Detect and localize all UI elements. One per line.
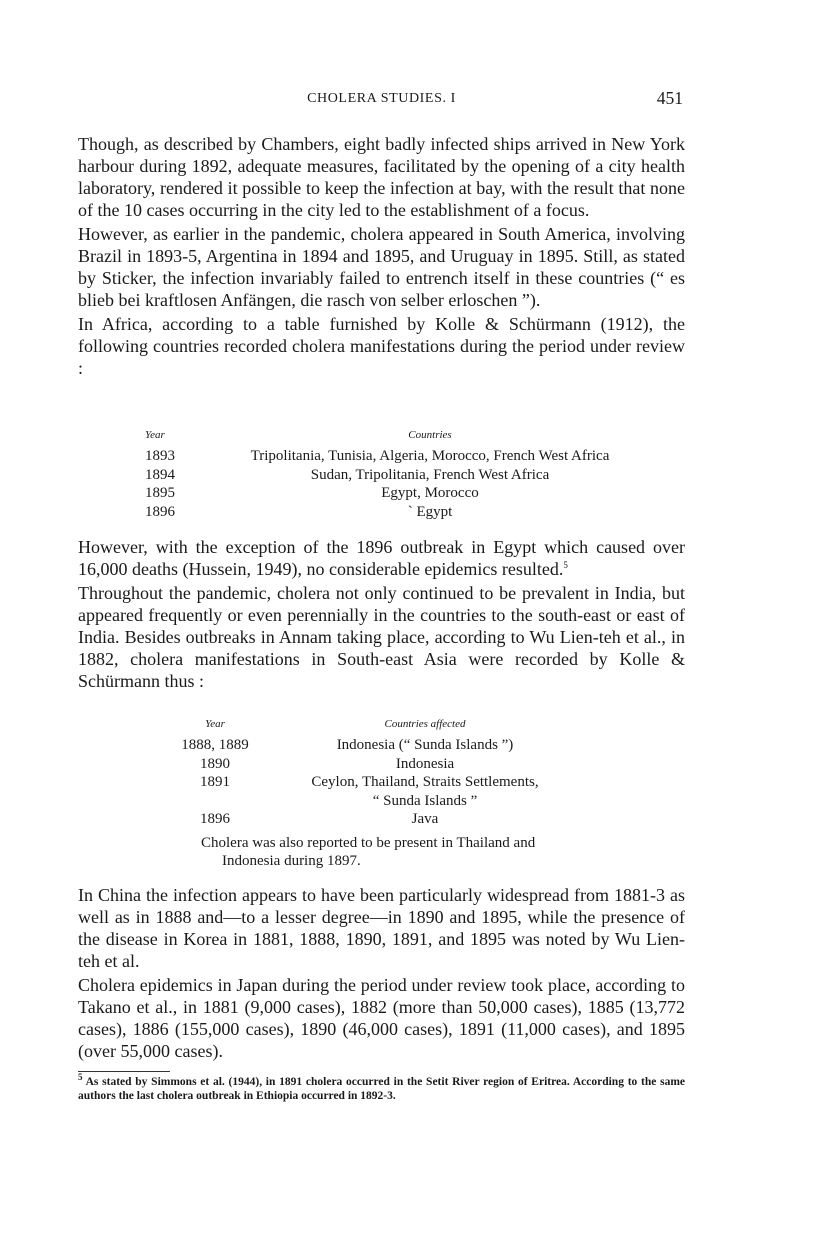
cell-year: 1890 [200, 755, 230, 772]
cell-countries: Tripolitania, Tunisia, Algeria, Morocco, French West Africa [250, 448, 610, 464]
table-note-line2: Indonesia during 1897. [222, 853, 361, 869]
cell-year: 1896 [145, 503, 175, 520]
cell-countries-line2: “ Sunda Islands ” [372, 792, 478, 809]
paragraph-new-york: Though, as described by Chambers, eight badly infected ships arrived in New York harbour during 1892, adequate measures, facilitated by the opening of a city health laboratory, rendered it possible to keep the infection at bay, with the result that none of the 10 cases occurring in the city led to the establishment of a focus. [78, 134, 685, 220]
cell-countries: Indonesia [395, 755, 455, 772]
table-note [201, 834, 601, 870]
cell-countries [260, 773, 590, 810]
table-note-line1: Cholera was also reported to be present in Thailand and [201, 835, 536, 851]
paragraph-south-east-asia: Throughout the pandemic, cholera not only continued to be prevalent in India, but appeared frequently or even perennially in the countries to the south-east or east of India. Besides outbreaks in Annam taking place, according to Wu Lien-teh et al., in 1882, cholera manifestations in South-east Asia were recorded by Kolle & Schürmann thus : [78, 583, 685, 691]
cell-countries: ` Egypt [407, 503, 453, 520]
footnote-reference: 5 [563, 560, 568, 570]
column-header-year: Year [205, 718, 225, 730]
footnote-text: As stated by Simmons et al. (1944), in 1891 cholera occurred in the Setit River region of Eritrea. According to the same authors the last cholera outbreak in Ethiopia occurred in 1892-3. [78, 1076, 685, 1102]
table-row [145, 466, 660, 485]
cell-countries: Indonesia (“ Sunda Islands ”) [336, 737, 514, 753]
text-block-middle [78, 536, 685, 692]
column-header-year: Year [145, 429, 165, 441]
table-row [145, 484, 660, 503]
page-number: 451 [656, 88, 683, 108]
cell-year: 1888, 1889 [181, 737, 249, 753]
footnote [78, 1072, 685, 1103]
cell-year: 1893 [145, 448, 175, 464]
table-header-row [170, 718, 590, 736]
paragraph-egypt-text: However, with the exception of the 1896 outbreak in Egypt which caused over 16,000 deaths (Hussein, 1949), no considerable epidemics resulted. [78, 537, 685, 579]
table-header-row [145, 429, 660, 447]
table-row [170, 755, 590, 774]
table-row [145, 503, 660, 522]
running-head: CHOLERA STUDIES. I [307, 91, 456, 106]
paragraph-south-america: However, as earlier in the pandemic, cholera appeared in South America, involving Brazil in 1893-5, Argentina in 1894 and 1895, and Uruguay in 1895. Still, as stated by Sticker, the infection invariably failed to entrench itself in these countries (“ es blieb bei kraftlosen Anfängen, die rasch von selber erloschen ”). [78, 224, 685, 310]
paragraph-china-korea: In China the infection appears to have been particularly widespread from 1881-3 as well as in 1888 and—to a lesser degree—in 1890 and 1895, while the presence of the disease in Korea in 1881, 1888, 1890, 1891, and 1895 was noted by Wu Lien-teh et al. [78, 885, 685, 971]
page-header [78, 88, 685, 112]
cell-countries-line1: Ceylon, Thailand, Straits Settlements, [311, 774, 539, 790]
cell-countries: Java [411, 811, 439, 827]
cell-year: 1891 [200, 774, 230, 790]
paragraph-japan: Cholera epidemics in Japan during the period under review took place, according to Takano et al., in 1881 (9,000 cases), 1882 (more than 50,000 cases), 1885 (13,772 cases), 1886 (155,000 cases), 1890 (46,000 cases), 1891 (11,000 cases), and 1895 (over 55,000 cases). [78, 975, 685, 1061]
paragraph-africa-intro: In Africa, according to a table furnished by Kolle & Schürmann (1912), the following countries recorded cholera manifestations during the period under review : [78, 314, 685, 378]
table-row [145, 447, 660, 466]
table-africa [145, 429, 660, 521]
table-row [170, 773, 590, 810]
footnote-marker: 5 [78, 1072, 83, 1083]
column-header-countries-affected: Countries affected [384, 718, 466, 730]
paragraph-egypt-outbreak [78, 536, 685, 580]
cell-year: 1894 [145, 466, 175, 483]
cell-year: 1895 [145, 485, 175, 501]
cell-countries: Egypt, Morocco [381, 485, 479, 501]
table-south-east-asia [170, 718, 590, 829]
table-row [170, 810, 590, 829]
table-row [170, 736, 590, 755]
cell-countries: Sudan, Tripolitania, French West Africa [310, 466, 550, 483]
text-block-bottom [78, 884, 685, 1062]
cell-year: 1896 [200, 811, 230, 827]
text-block-top [78, 133, 685, 379]
footnote-divider [78, 1071, 170, 1072]
column-header-countries: Countries [408, 429, 452, 441]
